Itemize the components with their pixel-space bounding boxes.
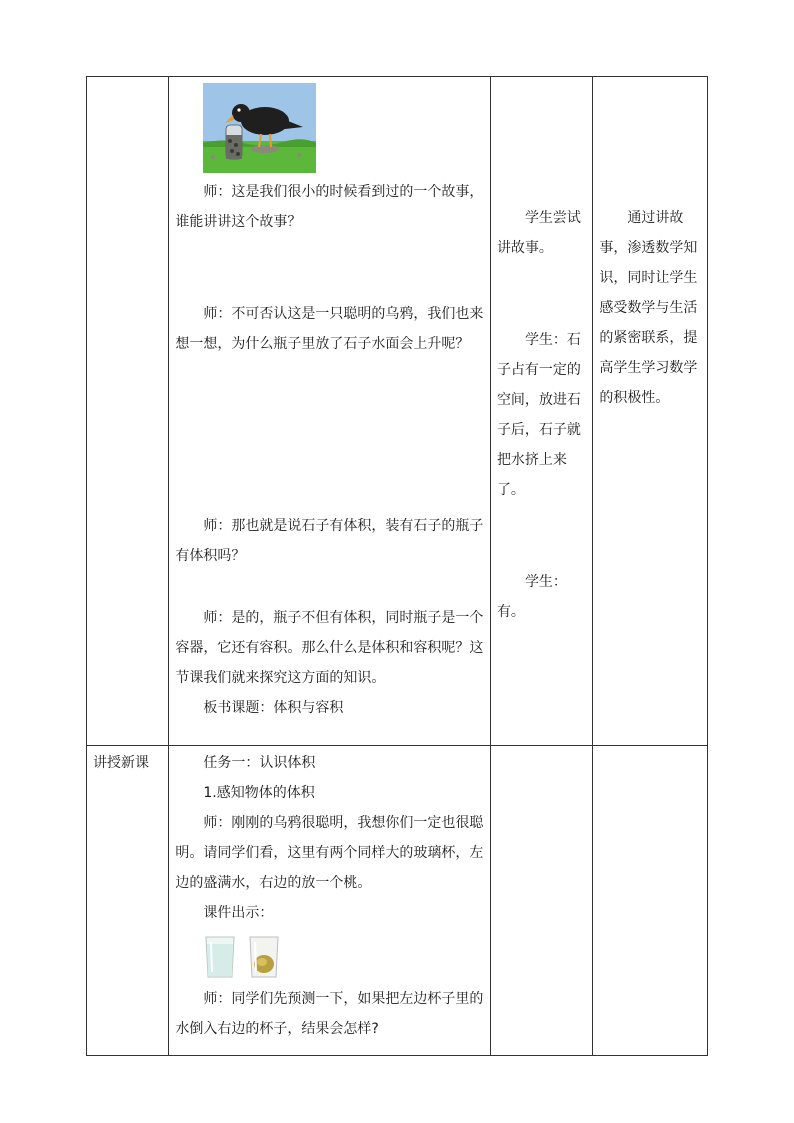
- teacher-line-glasses: 师：刚刚的乌鸦很聪明，我想你们一定也很聪明。请同学们看，这里有两个同样大的玻璃杯，左边的盛满水，右边的放一个桃。: [175, 815, 484, 891]
- design-intent-cell: [593, 77, 708, 746]
- teacher-line-story: 师：这是我们很小的时候看到过的一个故事，谁能讲讲这个故事？: [175, 184, 484, 230]
- teacher-line-capacity: 师：是的，瓶子不但有体积，同时瓶子是一个容器，它还有容积。那么什么是体积和容积呢？这节课我们就来探究这方面的知识。: [175, 610, 484, 686]
- teacher-activity-cell: [169, 77, 491, 746]
- stage-cell-new: [87, 746, 169, 1056]
- design-intent-cell-new: [593, 746, 708, 1056]
- water-glass-icon: [203, 934, 237, 980]
- teacher-line-predict: 师：同学们先预测一下，如果把左边杯子里的水倒入右边的杯子，结果会怎样?: [175, 991, 484, 1037]
- student-line-yes: 学生：有。: [496, 574, 567, 620]
- teacher-line-volume: 师：那也就是说石子有体积，装有石子的瓶子有体积吗？: [175, 518, 484, 564]
- crow-bottle-illustration: [203, 83, 316, 173]
- task-title: 任务一：认识体积: [203, 755, 316, 771]
- lesson-plan-table: [86, 76, 708, 1056]
- student-activity-cell-new: [490, 746, 592, 1056]
- design-intent-text: 通过讲故事，渗透数学知识，同时让学生感受数学与生活的紧密联系，提高学生学习数学的积极性。: [599, 210, 698, 406]
- student-activity-cell: [490, 77, 592, 746]
- stage-label-new: 讲授新课: [93, 755, 149, 771]
- blackboard-title: 板书课题：体积与容积: [203, 700, 344, 716]
- peach-glass-icon: [247, 934, 281, 980]
- courseware-label: 课件出示：: [203, 905, 274, 921]
- table-row-intro: [87, 77, 708, 746]
- subtask-title: 1.感知物体的体积: [203, 785, 315, 801]
- table-row-new-lesson: [87, 746, 708, 1056]
- stage-label: [87, 77, 168, 87]
- teacher-activity-cell-new: [169, 746, 491, 1056]
- student-line-stone: 学生：石子占有一定的空间，放进石子后，石子就把水挤上来了。: [496, 332, 581, 498]
- glasses-illustration: [203, 934, 490, 980]
- student-line-story: 学生尝试讲故事。: [496, 210, 581, 256]
- stage-cell: [87, 77, 169, 746]
- teacher-line-why: 师：不可否认这是一只聪明的乌鸦，我们也来想一想，为什么瓶子里放了石子水面会上升呢？: [175, 306, 484, 352]
